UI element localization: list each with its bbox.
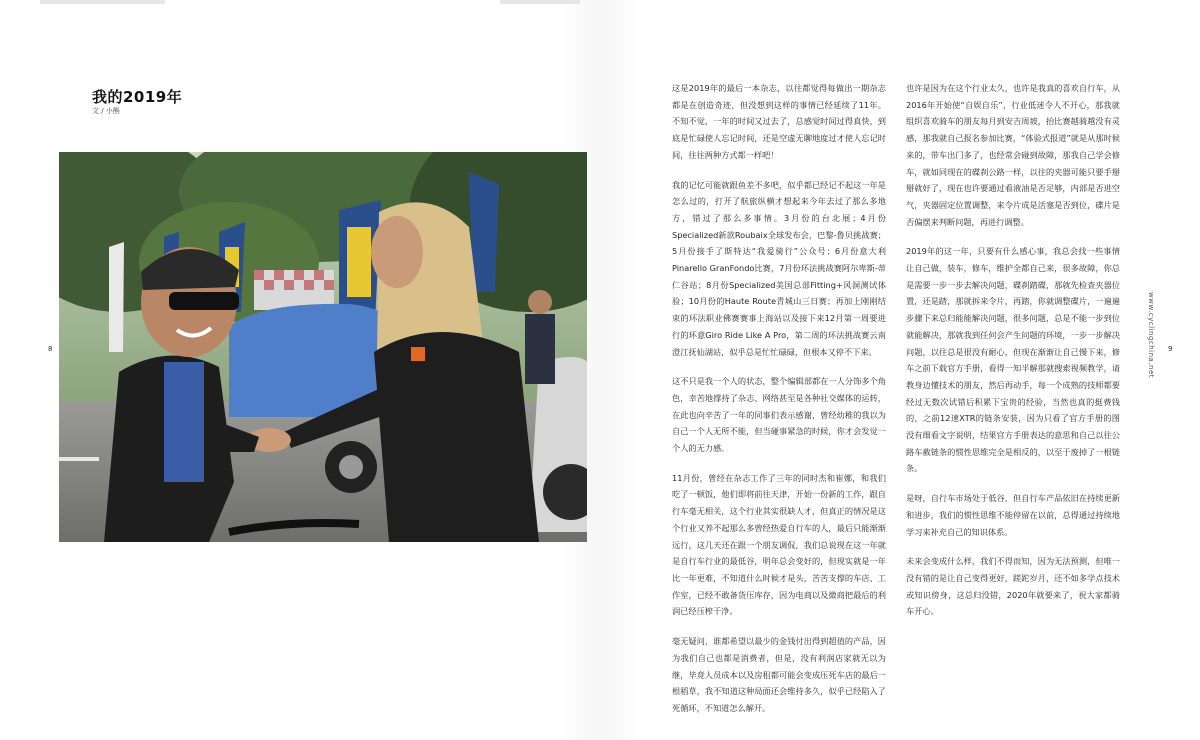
text-column-1 [672,80,886,730]
top-rule-left [40,0,165,4]
paragraph: 2019年的这一年，只要有什么感心事，我总会找一些事情让自己做，装车，修车，维护全都自己来，很多故障，你总是需要一步一步去解决问题，碟刹踏碟，那就先检查夹器位置，还是踏，那就拆来令片，再踏，你就调整碟片，一遍遍步骤下来总归能能解决问题，很多问题，总是不能一步到位就能解决，那就我到任何会产生问题的环境，一步一步解决问题，以往总是很没有耐心，但现在渐渐让自己慢下来，修车之前下载官方手册，看得一知半解那就搜索视频教学，请教身边懂技术的朋友，然后再动手，每一个成熟的技师都要经过无数次试错后积累下宝贵的经验，当然也真的挺费钱的，之前12速XTR的链条安装，因为只看了官方手册的图没有细看文字说明，结果官方手册表达的意思和自己以往公路车截链条的惯性思维完全是相反的，以至于废掉了一根链条。 [906,246,1120,474]
photo-illustration [59,152,587,542]
paragraph: 也许是因为在这个行业太久，也许是我真的喜欢自行车，从2016年开始使“自娱自乐”，行业低迷令人不开心，那我就组织喜欢骑车的朋友每月到安吉周坡，抬比赛越骑越没有灵感，那我就自己报名参加比赛，“体验式报道”就是从那时候来的，带车出门多了，也经常会碰到故障，那我自己学会修车，就如同现在的碟刹公路一样，以往的夹器可能只要手掰掰就好了，现在也许要通过看液油是否足够，内部是否进空气，夹器固定位置调整，来令片成是活塞是否到位，碟片是否偏摆来判断问题，再进行调整。 [906,83,1120,227]
paragraph: 是呀，自行车市场处于低谷，但自行车产品依旧在持续更新和进步，我们的惯性思维不能停留在以前，总得通过持续地学习来补充自己的知识体系。 [906,493,1120,537]
page-number-right: 9 [1168,345,1173,353]
side-url: www.cyclingchina.net [1147,292,1155,379]
text-column-2 [906,80,1120,633]
paragraph: 未来会变成什么样，我们不得而知，因为无法预测，但唯一没有错的是让自己变得更好，蹉跎岁月，还不如多学点技术或知识傍身，这总归没错，2020年就要来了，祝大家都骑车开心。 [906,556,1120,617]
paragraph: 11月份，曾经在杂志工作了三年的同时杰和崔娜，和我们吃了一顿饭，他们即将前往天津，开始一份新的工作，跟自行车毫无相关，这个行业其实很缺人才，但真正的情况是这个行业又养不起那么多曾经热爱自行车的人，最后只能渐渐远行，这几天还在跟一个朋友调侃，我们总说现在这一年就是自行车行业的最低谷，明年总会变好的，但现实就是一年比一年更难，不知道什么时候才是头，苦苦支撑的车店、工作室，已经不敢备货压库存，因为电商以及微商把最后的利润已经压榨干净。 [672,472,886,617]
article-byline: 文 / 小熊 [92,107,120,115]
paragraph: 毫无疑问，谁都希望以最少的金钱付出得到超值的产品，因为我们自己也都是消费者，但是，没有利润店家就无以为继，毕竟人员成本以及房租都可能会变成压死车店的最后一根稻草，我不知道这种局面还会维持多久，似乎已经陷入了死循环，不知道怎么解开。 [672,636,886,713]
page-number-left: 8 [48,345,53,353]
article-title: 我的2019年 [92,88,183,106]
article-photo [59,152,587,542]
paragraph: 这是2019年的最后一本杂志，以往都觉得每做出一期杂志都是在创造奇迹，但没想到这样的事情已经延续了11年。不知不觉，一年的时间又过去了，总感觉时间过得真快，到底是忙碌使人忘记时间，还是空虚无聊地度过才使人忘记时间，往往两种方式都一样吧！ [672,83,886,160]
paragraph: 这不只是我一个人的状态，整个编辑部都在一人分饰多个角色，幸苦地撑持了杂志、网络甚至是各种社交媒体的运转，在此也向辛苦了一年的同事们表示感谢，曾经幼稚的我以为自己一个人无所不能，但当碰事紧急的时候，你才会发觉一个人的无力感。 [672,376,886,454]
top-rule-center [500,0,580,4]
paragraph: 我的记忆可能就跟鱼差不多吧，似乎都已经记不起这一年是怎么过的，打开了航旅纵横才想起来今年去过了那么多地方，错过了那么多事情。3月份的台北展；4月份Specialized新款Roubaix全球发布会，巴黎-鲁贝挑战赛；5月份接手了斯特达“我爱骑行”公众号；6月份意大利Pinarello GranFondo比赛，7月份环法挑战赛阿尔卑斯-蒂仁谷站；8月份Specialized美国总部Fitting+风洞测试体验；10月份的Haute Route青城山三日赛；再加上刚刚结束的环法职业佛赛赛事上海站以及接下来12月第一周要进行的环意Giro Ride Like A Pro，第二周的环法挑战赛云南澄江抚仙湖站，似乎总是忙忙碌碌，但根本又停不下来。 [672,179,886,357]
